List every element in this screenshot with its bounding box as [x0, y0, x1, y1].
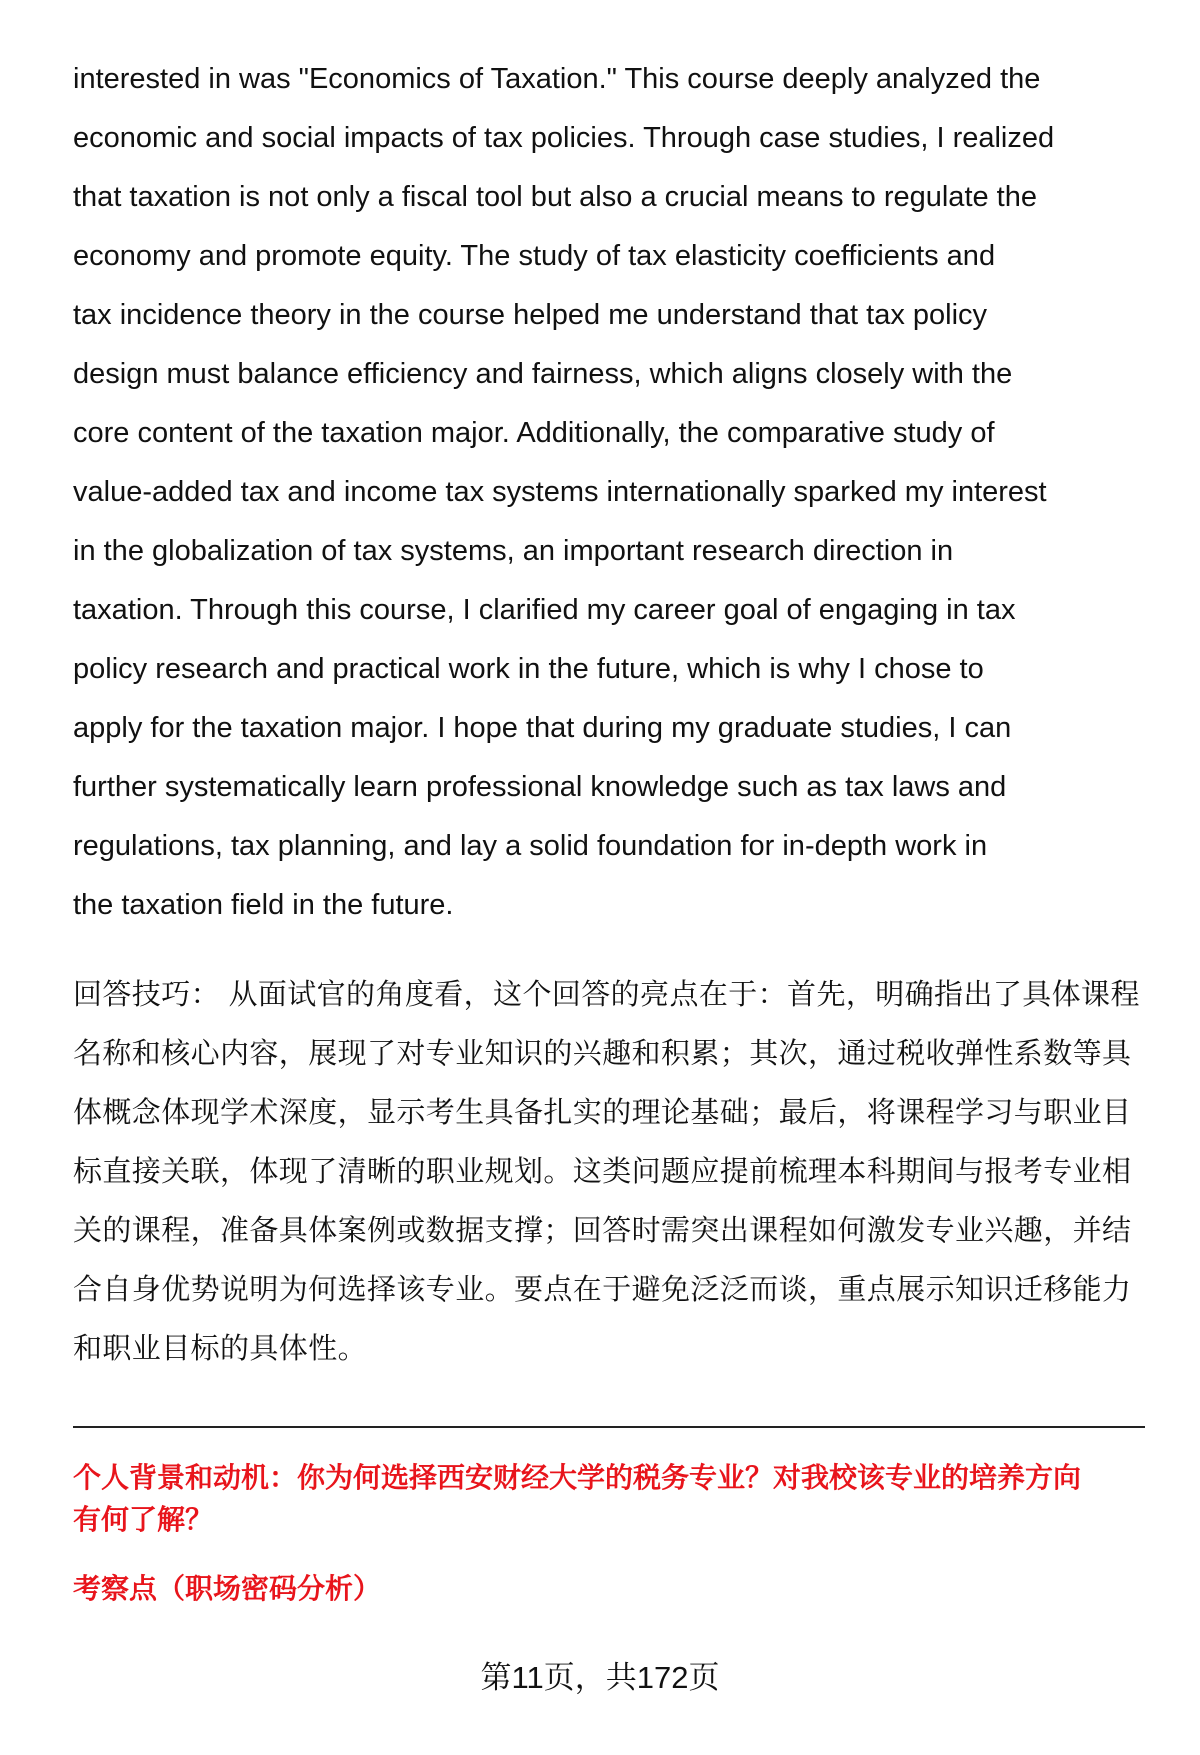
- text-line: in the globalization of tax systems, an important research direction in: [73, 535, 954, 567]
- text-line: economy and promote equity. The study of tax elasticity coefficients and: [73, 240, 996, 272]
- text-line: 标直接关联，体现了清晰的职业规划。这类问题应提前梳理本科期间与报考专业相: [73, 1156, 1132, 1188]
- text-line: that taxation is not only a fiscal tool but also a crucial means to regulate the: [73, 181, 1037, 213]
- text-line: 关的课程，准备具体案例或数据支撑；回答时需突出课程如何激发专业兴趣，并结: [73, 1215, 1132, 1247]
- text-line: taxation. Through this course, I clarified my career goal of engaging in tax: [73, 594, 1016, 626]
- text-line: apply for the taxation major. I hope that during my graduate studies, I can: [73, 712, 1012, 744]
- section-heading: 考察点（职场密码分析）: [73, 1573, 382, 1604]
- text-line: policy research and practical work in the future, which is why I chose to: [73, 653, 984, 685]
- text-line: 和职业目标的具体性。: [73, 1333, 368, 1365]
- text-line: tax incidence theory in the course helped me understand that tax policy: [73, 299, 988, 331]
- text-line: 体概念体现学术深度，显示考生具备扎实的理论基础；最后，将课程学习与职业目: [73, 1097, 1132, 1129]
- text-line: 回答技巧： 从面试官的角度看，这个回答的亮点在于：首先，明确指出了具体课程: [73, 979, 1140, 1011]
- text-line: value-added tax and income tax systems internationally sparked my interest: [73, 476, 1047, 508]
- question-line: 有何了解？: [73, 1504, 214, 1535]
- text-line: interested in was "Economics of Taxation." This course deeply analyzed the: [73, 63, 1041, 95]
- text-line: regulations, tax planning, and lay a solid foundation for in-depth work in: [73, 830, 988, 862]
- text-line: further systematically learn professional knowledge such as tax laws and: [73, 771, 1007, 803]
- text-line: 名称和核心内容，展现了对专业知识的兴趣和积累；其次，通过税收弹性系数等具: [73, 1038, 1132, 1070]
- text-line: the taxation field in the future.: [73, 889, 454, 921]
- text-line: economic and social impacts of tax policies. Through case studies, I realized: [73, 122, 1055, 154]
- text-line: 合自身优势说明为何选择该专业。要点在于避免泛泛而谈，重点展示知识迁移能力: [73, 1274, 1132, 1306]
- question-line: 个人背景和动机：你为何选择西安财经大学的税务专业？对我校该专业的培养方向: [73, 1462, 1082, 1493]
- section-divider: [73, 1426, 1145, 1428]
- page-number: 第11页，共172页: [480, 1660, 720, 1695]
- text-line: core content of the taxation major. Additionally, the comparative study of: [73, 417, 995, 449]
- text-line: design must balance efficiency and fairness, which aligns closely with the: [73, 358, 1013, 390]
